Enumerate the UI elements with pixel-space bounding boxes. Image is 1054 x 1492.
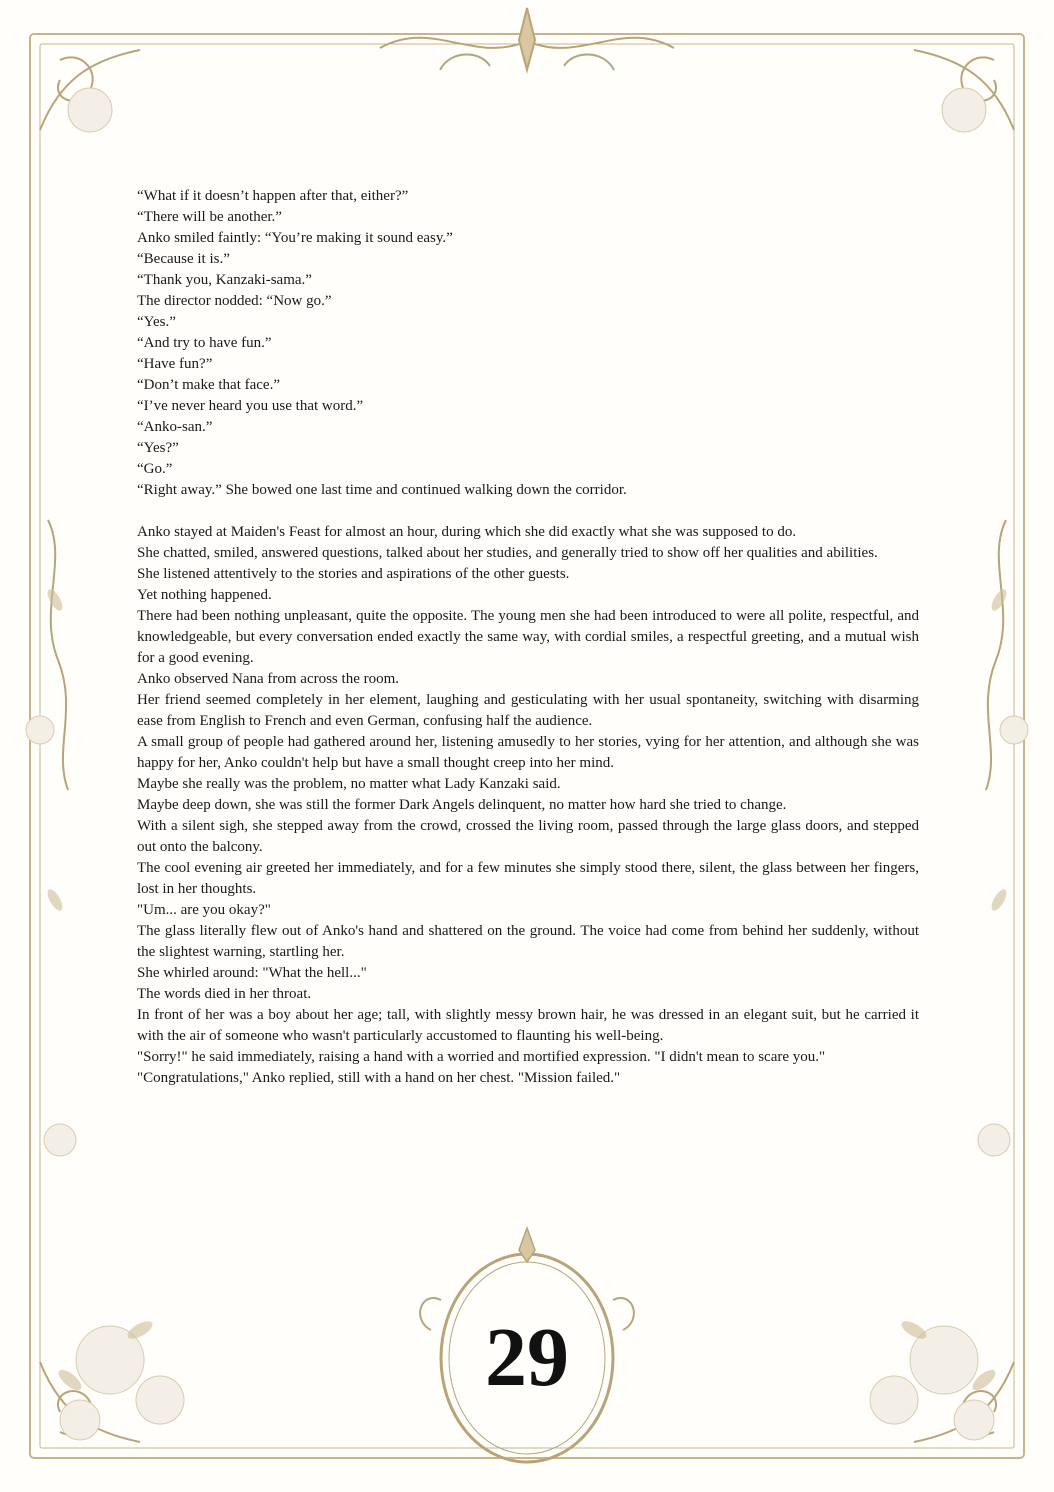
paragraph: “Yes.” (137, 314, 176, 330)
paragraph: "Congratulations," Anko replied, still with a hand on her chest. "Mission failed." (137, 1070, 621, 1086)
paragraph: Anko observed Nana from across the room. (137, 671, 400, 687)
paragraph: “Anko-san.” (137, 419, 213, 435)
paragraph: “Have fun?” (137, 356, 213, 372)
paragraph: “Go.” (137, 461, 173, 477)
paragraph: She listened attentively to the stories and aspirations of the other guests. (137, 566, 570, 582)
paragraph: In front of her was a boy about her age; tall, with slightly messy brown hair, he was dressed in an elegant suit, but he carried it with the air of someone who wasn't particularly accustomed to flaunting his well-being. (137, 1007, 919, 1044)
paragraph: With a silent sigh, she stepped away from the crowd, crossed the living room, passed through the large glass doors, and stepped out onto the balcony. (137, 818, 919, 855)
paragraph: She chatted, smiled, answered questions, talked about her studies, and generally tried to show off her qualities and abilities. (137, 545, 878, 561)
paragraph: "Sorry!" he said immediately, raising a hand with a worried and mortified expression. "I didn't mean to scare you." (137, 1049, 826, 1065)
paragraph: “And try to have fun.” (137, 335, 272, 351)
paragraph: The cool evening air greeted her immediately, and for a few minutes she simply stood there, silent, the glass between her fingers, lost in her thoughts. (137, 860, 919, 897)
story-text (137, 186, 919, 1089)
paragraph: Yet nothing happened. (137, 587, 272, 603)
paragraph: Her friend seemed completely in her element, laughing and gesticulating with her usual spontaneity, switching with disarming ease from English to French and even German, confusing half the audience. (137, 692, 919, 729)
paragraph: “What if it doesn’t happen after that, either?” (137, 188, 409, 204)
paragraph: “Thank you, Kanzaki-sama.” (137, 272, 312, 288)
paragraph: "Um... are you okay?" (137, 902, 271, 918)
paragraph-gap (137, 501, 919, 522)
paragraph: Maybe deep down, she was still the former Dark Angels delinquent, no matter how hard she tried to change. (137, 797, 787, 813)
paragraph: “Right away.” She bowed one last time and continued walking down the corridor. (137, 482, 627, 498)
paragraph: There had been nothing unpleasant, quite the opposite. The young men she had been introduced to were all polite, respectful, and knowledgeable, but every conversation ended exactly the same way, with cordial smiles, a respectful greeting, and a mutual wish for a good evening. (137, 608, 919, 666)
paragraph: The director nodded: “Now go.” (137, 293, 332, 309)
paragraph: Maybe she really was the problem, no matter what Lady Kanzaki said. (137, 776, 561, 792)
paragraph: “Don’t make that face.” (137, 377, 280, 393)
paragraph: A small group of people had gathered around her, listening amusedly to her stories, vying for her attention, and although she was happy for her, Anko couldn't help but have a small thought creep into her mind. (137, 734, 919, 771)
paragraph: “Because it is.” (137, 251, 230, 267)
paragraph: The glass literally flew out of Anko's hand and shattered on the ground. The voice had come from behind her suddenly, without the slightest warning, startling her. (137, 923, 919, 960)
paragraph: “Yes?” (137, 440, 179, 456)
paragraph: Anko stayed at Maiden's Feast for almost an hour, during which she did exactly what she was supposed to do. (137, 524, 797, 540)
paragraph: She whirled around: "What the hell..." (137, 965, 367, 981)
paragraph: “There will be another.” (137, 209, 282, 225)
paragraph: “I’ve never heard you use that word.” (137, 398, 364, 414)
page-number: 29 (485, 1311, 569, 1404)
paragraph: The words died in her throat. (137, 986, 312, 1002)
paragraph: Anko smiled faintly: “You’re making it sound easy.” (137, 230, 453, 246)
